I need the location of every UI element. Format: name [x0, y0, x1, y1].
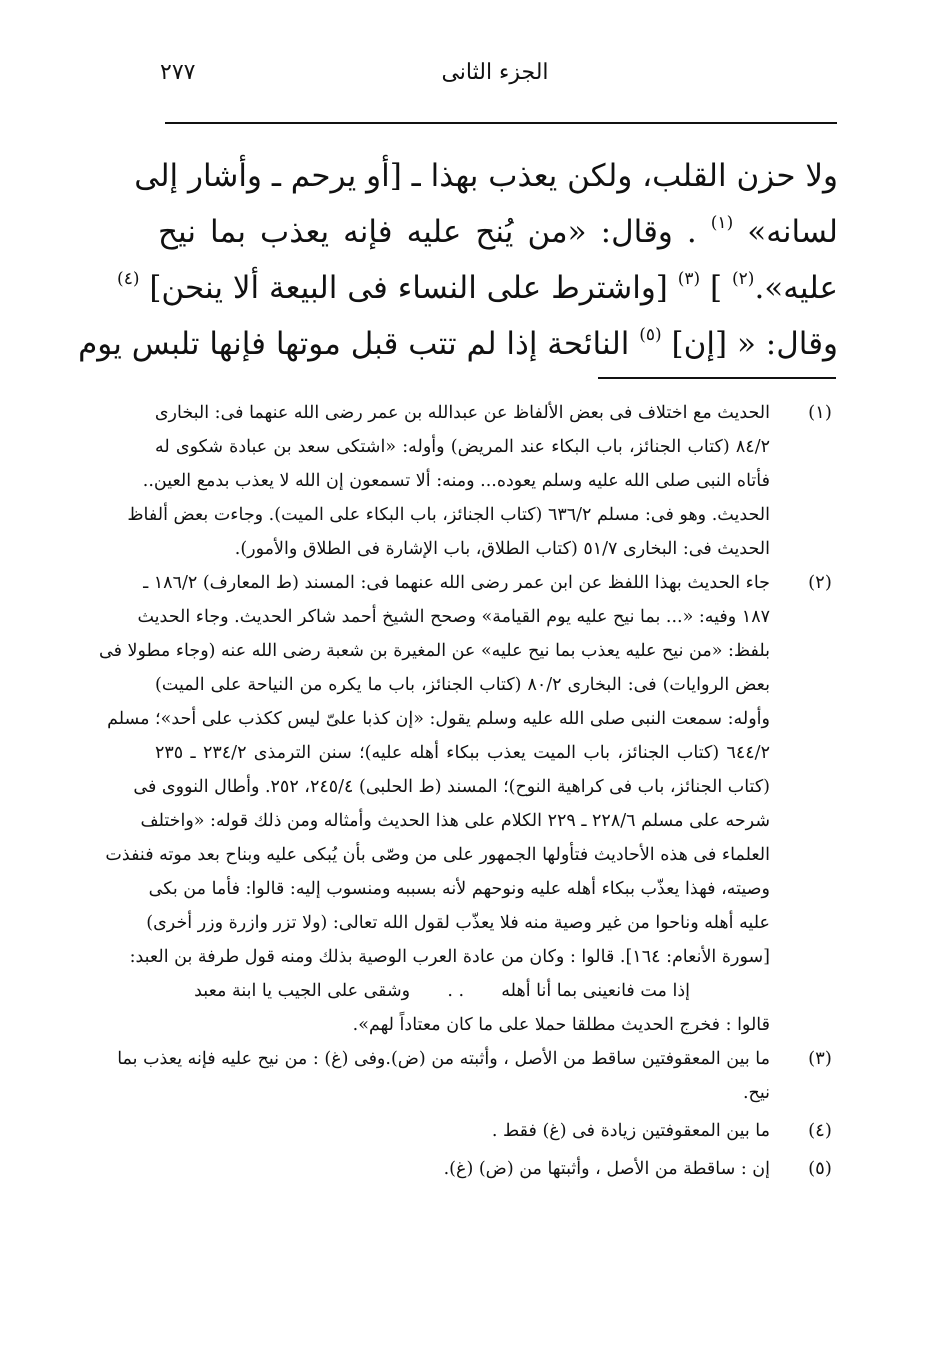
footnote-ref-1[interactable]: (١) — [710, 213, 734, 233]
footnote-ref-2[interactable]: (٢) — [732, 269, 755, 289]
poetry-verse — [155, 974, 770, 1008]
footnote-5 — [155, 1152, 840, 1186]
footnote-line: فأتاه النبى صلى الله عليه وسلم يعوده... ومنه: ألا تسمعون إن الله لا يعذب بدمع العين.. — [142, 471, 770, 491]
footnote-line: ما بين المعقوفتين ساقط من الأصل ، وأثبته من (ض).وفى (غ) : من نيح عليه فإنه يعذب بما — [117, 1049, 770, 1069]
footnote-line: بعض الروايات) فى: البخارى ٨٠/٢ (كتاب الجنائز، باب ما يكره من النياحة على الميت) — [155, 675, 770, 695]
main-line-4-text-b: النائحة إذا لم تتب قبل موتها فإنها تلبس يوم — [78, 326, 630, 362]
footnote-line: بلفظ: «من نيح عليه يعذب بما نيح عليه» عن المغيرة بن شعبة رضى الله عنه (وجاء مطولا فى — [99, 641, 770, 661]
footnote-line: ٨٤/٢ (كتاب الجنائز، باب البكاء عند المريض) وأوله: «اشتكى سعد بن عبادة شكوى له — [155, 437, 770, 457]
footnote-line: الحديث. وهو فى: مسلم ٦٣٦/٢ (كتاب الجنائز، باب البكاء على الميت). وجاءت بعض ألفاظ — [127, 505, 770, 525]
main-line-2-text-a: لسانه» — [747, 214, 838, 250]
footnote-body — [127, 396, 770, 566]
footnote-line: جاء الحديث بهذا اللفظ عن ابن عمر رضى الله عنهما فى: المسند (ط المعارف) ١٨٦/٢ ـ — [143, 573, 770, 593]
footnote-line: عليه أهله وناحوا من غير وصية منه فلا يعذّب لقول الله تعالى: (ولا تزر وازرة وزر أخرى) — [146, 913, 770, 933]
main-line-2 — [158, 204, 838, 260]
main-line-4-text-a: وقال: « [إن] — [671, 326, 838, 362]
footnote-number: (٢) — [808, 572, 832, 593]
verse-hemistich-1: إذا مت فانعينى بما أنا أهله — [501, 981, 690, 1001]
main-line-3-text-c: [واشترط على النساء فى البيعة ألا ينحن] — [149, 270, 668, 306]
footnote-number: (٣) — [808, 1048, 832, 1069]
footnote-2 — [99, 566, 840, 1042]
footnote-line: وصيته، فهذا يعذّب ببكاء أهله عليه ونوحهم لأنه بسببه ومنسوب إليه: قالوا: فأما من بكى — [148, 879, 770, 899]
main-line-2-text-b: . وقال: «من يُنح عليه فإنه يعذب بما نيح — [158, 214, 697, 250]
main-line-1 — [134, 148, 838, 204]
page-header — [150, 60, 840, 104]
footnote-ref-5[interactable]: (٥) — [639, 325, 662, 345]
running-title: الجزء الثانى — [441, 60, 549, 85]
footnote-line: ٦٤٤/٢ (كتاب الجنائز، باب الميت يعذب ببكاء أهله عليه)؛ سنن الترمذى ٢٣٤/٢ ـ ٢٣٥ — [155, 743, 770, 763]
header-rule — [165, 122, 837, 124]
footnote-ref-4[interactable]: (٤) — [117, 269, 140, 289]
footnote-rule — [598, 377, 836, 379]
main-line-4 — [78, 316, 838, 372]
footnote-4 — [155, 1114, 840, 1148]
footnote-line: نيح. — [742, 1083, 770, 1103]
footnote-line: إن : ساقطة من الأصل ، وأثبتها من (ض) (غ). — [443, 1159, 770, 1179]
footnote-body — [155, 1152, 770, 1186]
footnote-line: ما بين المعقوفتين زيادة فى (غ) فقط . — [491, 1121, 770, 1141]
footnote-line: (كتاب الجنائز، باب فى كراهية النوح)؛ المسند (ط الحلبى) ٢٤٥/٤، ٢٥٢. وأطال النووى فى — [133, 777, 770, 797]
footnote-line: [سورة الأنعام: ١٦٤]. قالوا : وكان من عادة العرب الوصية بذلك ومنه قول طرفة بن العبد: — [129, 947, 770, 967]
footnote-line: الحديث فى: البخارى ٥١/٧ (كتاب الطلاق، باب الإشارة فى الطلاق والأمور). — [234, 539, 770, 559]
footnote-1 — [127, 396, 840, 566]
footnote-line: وأوله: سمعت النبى صلى الله عليه وسلم يقول: «إن كذبا علىّ ليس ككذب على أحد»؛ مسلم — [107, 709, 770, 729]
verse-separator: . . — [447, 981, 465, 1001]
footnote-line: ١٨٧ وفيه: «... بما نيح عليه يوم القيامة» وصحح الشيخ أحمد شاكر الحديث. وجاء الحديث — [137, 607, 770, 627]
main-line-3-text-a: عليه». — [754, 270, 838, 306]
footnote-number: (٥) — [808, 1158, 832, 1179]
footnote-ref-3[interactable]: (٣) — [677, 269, 701, 289]
footnote-line: قالوا : فخرج الحديث مطلقا حملا على ما كان معتاداً لهم». — [352, 1015, 770, 1035]
main-line-1-text: ولا حزن القلب، ولكن يعذب بهذا ـ [أو يرحم ـ وأشار إلى — [134, 158, 838, 194]
footnote-body — [99, 566, 770, 1042]
footnote-body — [117, 1042, 770, 1110]
footnotes — [99, 396, 840, 1186]
footnote-3 — [117, 1042, 840, 1110]
footnote-number: (٤) — [808, 1120, 832, 1141]
page-number: ٢٧٧ — [160, 60, 196, 85]
verse-hemistich-2: وشقى على الجيب يا ابنة معبد — [194, 981, 411, 1001]
footnote-body — [155, 1114, 770, 1148]
main-line-3 — [117, 260, 838, 316]
footnote-line: العلماء فى هذه الأحاديث فتأولها الجمهور على من وصّى بأن يُبكى عليه وبناح بعد موته فنفذت — [105, 845, 770, 865]
footnote-line: الحديث مع اختلاف فى بعض الألفاظ عن عبدالله بن عمر رضى الله عنهما فى: البخارى — [154, 403, 770, 423]
footnote-number: (١) — [808, 402, 832, 423]
main-text — [78, 148, 838, 372]
main-line-3-text-b: ] — [710, 270, 723, 306]
footnote-line: شرحه على مسلم ٢٢٨/٦ ـ ٢٢٩ الكلام على هذا الحديث وأمثاله ومن ذلك قوله: «واختلف — [140, 811, 770, 831]
